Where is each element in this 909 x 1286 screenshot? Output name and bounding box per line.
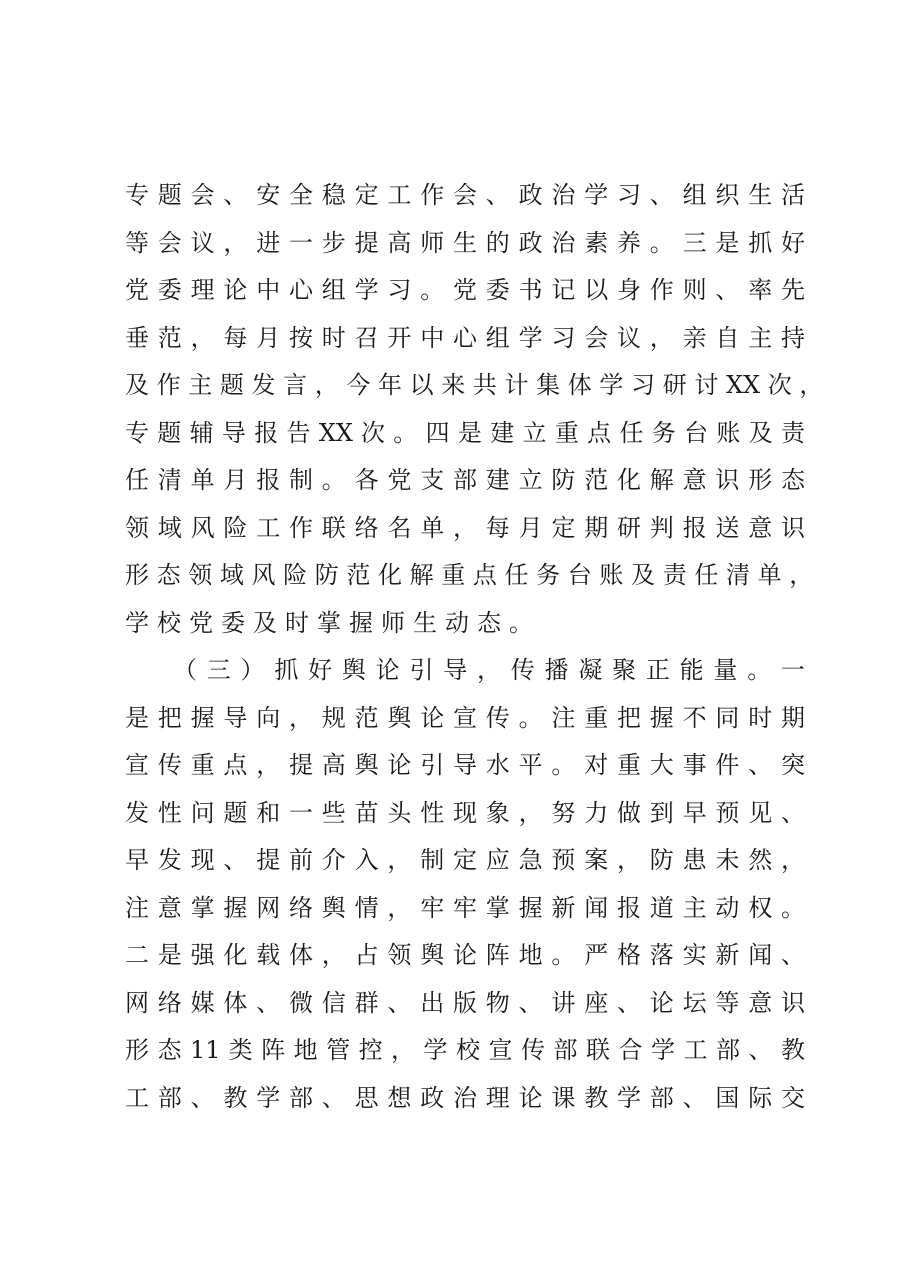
document-body: [125, 172, 824, 1122]
section-heading-line: （ 三 ） 抓 好 舆 论 引 导 ， 传 播 凝 聚 正 能 量 。 一: [173, 656, 805, 684]
text-line: 学校党委及时掌握师生动态。: [125, 608, 541, 637]
text-line: 网 络 媒 体 、 微 信 群 、 出 版 物 、 讲 座 、 论 坛 等 意 识: [125, 988, 805, 1017]
text-line: 宣 传 重 点 ， 提 高 舆 论 引 导 水 平 。 对 重 大 事 件 、 突: [125, 751, 805, 779]
text-line: 工 部 、 教 学 部 、 思 想 政 治 理 论 课 教 学 部 、 国 际 交: [125, 1083, 805, 1112]
text-line: 任 清 单 月 报 制 。 各 党 支 部 建 立 防 范 化 解 意 识 形 态: [125, 466, 805, 494]
text-line: 是 把 握 导 向 ， 规 范 舆 论 宣 传 。 注 重 把 握 不 同 时 期: [125, 703, 805, 732]
text-line: 注 意 掌 握 网 络 舆 情 ， 牢 牢 掌 握 新 闻 报 道 主 动 权 。: [125, 893, 805, 922]
text-line: 专 题 会 、 安 全 稳 定 工 作 会 、 政 治 学 习 、 组 织 生 活: [125, 181, 805, 209]
text-line: 垂 范 ， 每 月 按 时 召 开 中 心 组 学 习 会 议 ， 亲 自 主 持: [125, 323, 805, 352]
text-line: 形 态 领 域 风 险 防 范 化 解 重 点 任 务 台 账 及 责 任 清 单 ，: [125, 561, 814, 589]
text-line: 形 态 11 类 阵 地 管 控 ， 学 校 宣 传 部 联 合 学 工 部 、 教: [125, 1036, 805, 1064]
text-line: 发 性 问 题 和 一 些 苗 头 性 现 象 ， 努 力 做 到 早 预 见 、: [125, 798, 805, 827]
text-line: 及 作 主 题 发 言 ， 今 年 以 来 共 计 集 体 学 习 研 讨 XX 次 ，: [125, 371, 824, 399]
text-line: 二 是 强 化 载 体 ， 占 领 舆 论 阵 地 。 严 格 落 实 新 闻 、: [125, 941, 805, 969]
text-line: 早 发 现 、 提 前 介 入 ， 制 定 应 急 预 案 ， 防 患 未 然 ，: [125, 846, 805, 874]
text-line: 党 委 理 论 中 心 组 学 习 。 党 委 书 记 以 身 作 则 、 率 先: [125, 276, 805, 304]
text-line: 领 域 风 险 工 作 联 络 名 单 ， 每 月 定 期 研 判 报 送 意 识: [125, 513, 805, 542]
text-line: 专 题 辅 导 报 告 XX 次 。 四 是 建 立 重 点 任 务 台 账 及 责: [125, 418, 805, 447]
text-line: 等 会 议 ， 进 一 步 提 高 师 生 的 政 治 素 养 。 三 是 抓 好: [125, 228, 805, 257]
